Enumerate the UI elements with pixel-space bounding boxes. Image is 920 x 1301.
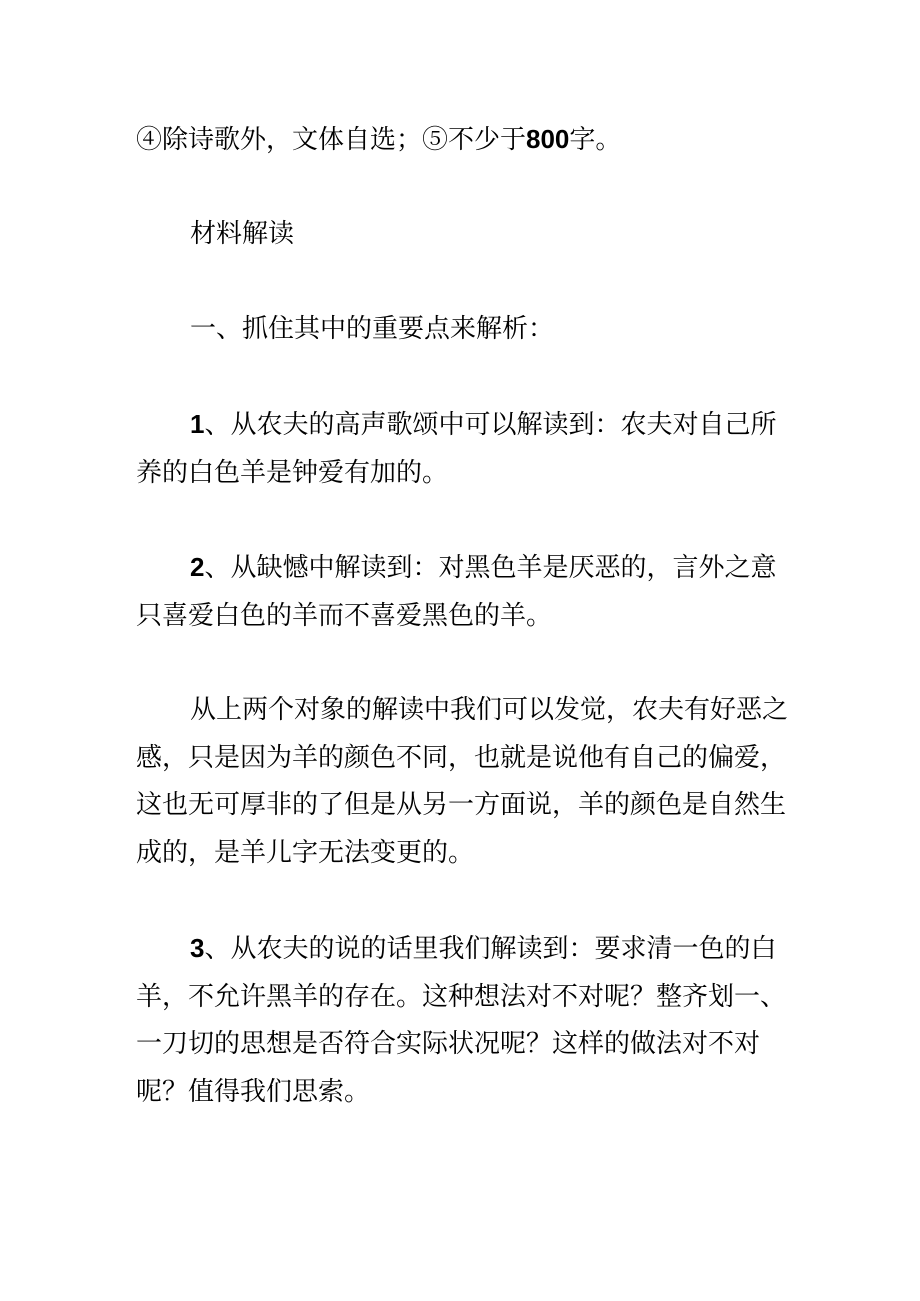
point-two-paragraph [136,544,796,640]
point-one-line-1 [136,401,796,450]
point-three-number: 3 [190,933,205,963]
requirements-text [136,116,796,165]
point-one-number: 1 [190,409,205,439]
heading-material-reading [136,211,796,259]
summary-line-1: 从上两个对象的解读中我们可以发觉，农夫有好恶之 [190,695,789,725]
word-count-number: 800 [526,124,570,154]
point-three-line-1-text: 、从农夫的说的话里我们解读到：要求清一色的白 [204,934,777,964]
heading-section-one [136,306,796,354]
requirements-line [136,116,796,165]
summary-line-4: 成的，是羊儿字无法变更的。 [136,837,475,868]
point-two-number: 2 [190,552,205,582]
point-three-line-3: 一刀切的思想是否符合实际状况呢？这样的做法对不对 [136,1029,761,1059]
summary-line-2: 感，只是因为羊的颜色不同，也就是说他有自己的偏爱， [136,742,787,773]
summary-line-3: 这也无可厚非的了但是从另一方面说，羊的颜色是自然生 [136,790,787,820]
point-three-line-2: 羊，不允许黑羊的存在。这种想法对不对呢？整齐划一、 [136,981,787,1012]
point-three-paragraph [136,925,796,1116]
point-two-line-2: 只喜爱白色的羊而不喜爱黑色的羊。 [136,600,553,631]
point-one-paragraph [136,401,796,497]
point-one-line-2: 养的白色羊是钟爱有加的。 [136,457,449,488]
point-one-line-1-text: 、从农夫的高声歌颂中可以解读到：农夫对自己所 [204,410,777,440]
point-three-line-1 [136,925,796,974]
point-two-line-1 [136,544,796,593]
requirements-text-part2: 字。 [569,125,622,155]
summary-paragraph [136,687,796,877]
requirements-text-part1: ④除诗歌外，文体自选；⑤不少于 [136,125,527,155]
point-three-line-4: 呢？值得我们思索。 [136,1076,371,1107]
point-two-line-1-text: 、从缺憾中解读到：对黑色羊是厌恶的，言外之意 [204,553,777,583]
heading-section-one-text: 一、抓住其中的重要点来解析： [190,314,555,344]
heading-material-text: 材料解读 [190,219,295,249]
